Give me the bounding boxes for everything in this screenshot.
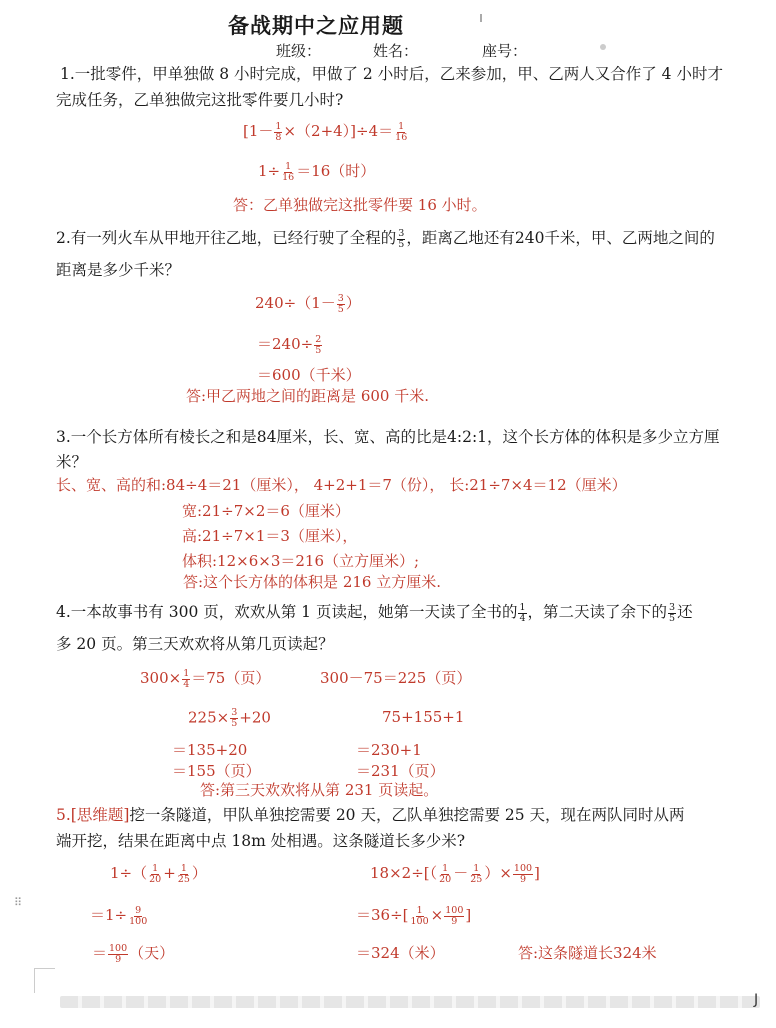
q2-step2-text: ＝240÷	[257, 335, 314, 353]
fraction	[410, 906, 430, 927]
horizontal-scrollbar[interactable]	[60, 996, 760, 1008]
fraction	[444, 906, 464, 927]
q5-step-text: ）×	[484, 864, 512, 882]
q4-left-step1	[140, 667, 270, 690]
q3-step1: 长、宽、高的和:84÷4＝21（厘米）， 4+2+1＝7（份）， 长:21÷7×4＝12（厘米）	[56, 476, 627, 494]
q3-text-line2: 米？	[56, 453, 88, 471]
numerator: 1	[275, 120, 282, 132]
q4-right-step4: ＝231（页）	[356, 762, 445, 780]
q4-step-text: 225×	[188, 708, 230, 727]
q4-right-step3: ＝230+1	[356, 741, 422, 759]
q5-step-text: ＝36÷[	[356, 906, 409, 924]
q2-step3: ＝600（千米）	[257, 366, 361, 384]
fraction	[230, 708, 238, 729]
denominator: 100	[129, 915, 148, 927]
fraction	[148, 864, 162, 885]
q2-step2	[257, 333, 323, 356]
q4-answer: 答:第三天欢欢将从第 231 页读起。	[200, 781, 439, 799]
class-label: 班级：	[276, 42, 322, 60]
numerator: 1	[285, 160, 292, 172]
q1-step2	[258, 160, 375, 183]
fraction	[518, 603, 526, 624]
q5-tag: 5.[思维题]	[56, 806, 130, 824]
q4-step-text: 300×	[140, 669, 182, 687]
scan-mark	[600, 44, 606, 50]
q5-left-step3	[92, 942, 174, 965]
q1-step1	[243, 120, 409, 143]
numerator: 3	[669, 601, 676, 613]
q5-step-text: 18×2÷[（	[370, 864, 438, 882]
q4-right-step2: 75+155+1	[382, 708, 465, 726]
numerator: 100	[109, 942, 128, 954]
q1-text-line2: 完成任务，乙单独做完这批零件要几小时?	[56, 91, 344, 109]
q3-step3: 高:21÷7×1＝3（厘米），	[182, 527, 358, 545]
q2-text-line1	[56, 226, 715, 250]
q4-right-step1: 300－75＝225（页）	[320, 669, 472, 687]
q1-step1-text: [1－	[243, 122, 274, 140]
q1-text-line1: 1.一批零件，甲单独做 8 小时完成，甲做了 2 小时后，乙来参加，甲、乙两人又合作了 4 小时才	[60, 65, 723, 83]
q2-step1-text: 240÷（1－	[255, 294, 336, 312]
fraction	[438, 864, 452, 885]
denominator: 20	[439, 873, 452, 885]
denominator: 4	[183, 678, 190, 690]
denominator: 5	[315, 344, 322, 356]
name-label: 姓名：	[373, 42, 419, 60]
fraction	[394, 122, 408, 143]
page-title: 备战期中之应用题	[228, 13, 404, 38]
q2-text-line2: 距离是多少千米？	[56, 261, 181, 279]
q5-text: 挖一条隧道，甲队单独挖需要 20 天，乙队单独挖需要 25 天，现在两队同时从两	[129, 806, 685, 824]
fraction	[182, 669, 190, 690]
q5-step-text: （天）	[129, 944, 175, 962]
q1-step2-text: 1÷	[258, 162, 281, 180]
q2-answer: 答:甲乙两地之间的距离是 600 千米.	[186, 387, 429, 405]
fraction	[274, 122, 282, 143]
fraction	[281, 162, 295, 183]
numerator: 3	[337, 292, 344, 304]
q4-left-step3: ＝135+20	[172, 741, 248, 759]
fraction	[128, 906, 148, 927]
q5-step-text: ＝1÷	[90, 906, 128, 924]
numerator: 1	[180, 862, 187, 874]
q4-left-step2	[188, 708, 271, 729]
denominator: 25	[177, 873, 190, 885]
numerator: 3	[231, 707, 238, 718]
q5-answer: 答:这条隧道长324米	[518, 944, 657, 962]
denominator: 4	[519, 612, 526, 624]
scan-mark	[480, 14, 482, 22]
denominator: 5	[398, 238, 405, 250]
page-corner	[34, 968, 55, 993]
numerator: 1	[183, 667, 190, 679]
numerator: 1	[416, 904, 423, 916]
denominator: 9	[115, 953, 122, 965]
q1-step2-text: ＝16（时）	[296, 162, 376, 180]
numerator: 2	[315, 333, 322, 345]
q2-step1	[255, 292, 361, 315]
q4-text: 4.一本故事书有 300 页，欢欢从第 1 页读起，她第一天读了全书的	[56, 603, 518, 621]
q5-right-step1	[370, 862, 540, 885]
fraction	[177, 864, 191, 885]
q4-text-line1	[56, 600, 693, 624]
fraction	[469, 864, 483, 885]
fraction	[314, 335, 322, 356]
q5-right-step3: ＝324（米）	[356, 944, 445, 962]
q5-text-line1	[56, 803, 685, 825]
q4-left-step4: ＝155（页）	[172, 762, 261, 780]
q4-step-text: ＝75（页）	[191, 669, 271, 687]
denominator: 16	[282, 171, 295, 183]
numerator: 1	[152, 862, 159, 874]
numerator: 100	[445, 904, 464, 916]
denominator: 20	[149, 873, 162, 885]
q2-text: 2.有一列火车从甲地开往乙地，已经行驶了全程的	[56, 229, 397, 247]
edge-mark: J	[754, 992, 759, 1008]
fraction	[513, 864, 533, 885]
q3-step4: 体积:12×6×3＝216（立方厘米）;	[182, 552, 420, 570]
fraction	[337, 294, 345, 315]
denominator: 25	[470, 873, 483, 885]
numerator: 3	[398, 227, 405, 239]
q5-step-text: +	[163, 864, 176, 882]
numerator: 1	[519, 601, 526, 613]
q5-step-text: ]	[534, 864, 540, 882]
q4-text: 还	[677, 603, 693, 621]
q2-step1-text: ）	[345, 294, 361, 312]
numerator: 1	[473, 862, 480, 874]
q5-left-step2	[90, 904, 149, 927]
q5-step-text: ）	[191, 864, 207, 882]
denominator: 9	[519, 873, 526, 885]
q5-text-line2: 端开挖，结果在距离中点 18m 处相遇。这条隧道长多少米?	[56, 832, 466, 850]
q5-step-text: 1÷（	[110, 864, 148, 882]
q5-step-text: ×	[430, 906, 444, 924]
fraction	[397, 229, 405, 250]
fraction	[108, 944, 128, 965]
denominator: 9	[451, 915, 458, 927]
q1-step1-text: ×（2+4）]÷4＝	[283, 122, 394, 140]
q1-answer: 答：乙单独做完这批零件要 16 小时。	[233, 196, 487, 214]
numerator: 100	[513, 862, 533, 874]
q5-step-text: －	[453, 864, 469, 882]
q5-step-text: ]	[465, 906, 472, 924]
q4-step-text: +20	[239, 708, 271, 727]
q5-step-text: ＝	[92, 944, 108, 962]
q5-left-step1	[110, 862, 207, 885]
denominator: 8	[275, 131, 282, 143]
denominator: 5	[669, 612, 676, 624]
seat-label: 座号：	[482, 42, 528, 60]
q3-text-line1: 3.一个长方体所有棱长之和是84厘米，长、宽、高的比是4:2:1，这个长方体的体积是多少立方厘	[56, 428, 720, 446]
denominator: 5	[231, 718, 238, 729]
numerator: 1	[442, 862, 449, 874]
denominator: 100	[410, 915, 429, 927]
denominator: 16	[395, 131, 408, 143]
q4-text: ，第二天读了余下的	[527, 603, 668, 621]
q4-text-line2: 多 20 页。第三天欢欢将从第几页读起？	[56, 635, 334, 653]
q3-answer: 答:这个长方体的体积是 216 立方厘米.	[183, 573, 441, 591]
numerator: 9	[135, 904, 142, 916]
numerator: 1	[398, 120, 405, 132]
drag-handle-icon[interactable]: ⠿	[14, 896, 23, 909]
denominator: 5	[337, 303, 344, 315]
q5-right-step2	[356, 904, 471, 927]
fraction	[668, 603, 676, 624]
q3-step2: 宽:21÷7×2＝6（厘米）	[182, 502, 350, 520]
q2-text: ，距离乙地还有240千米，甲、乙两地之间的	[406, 229, 715, 247]
